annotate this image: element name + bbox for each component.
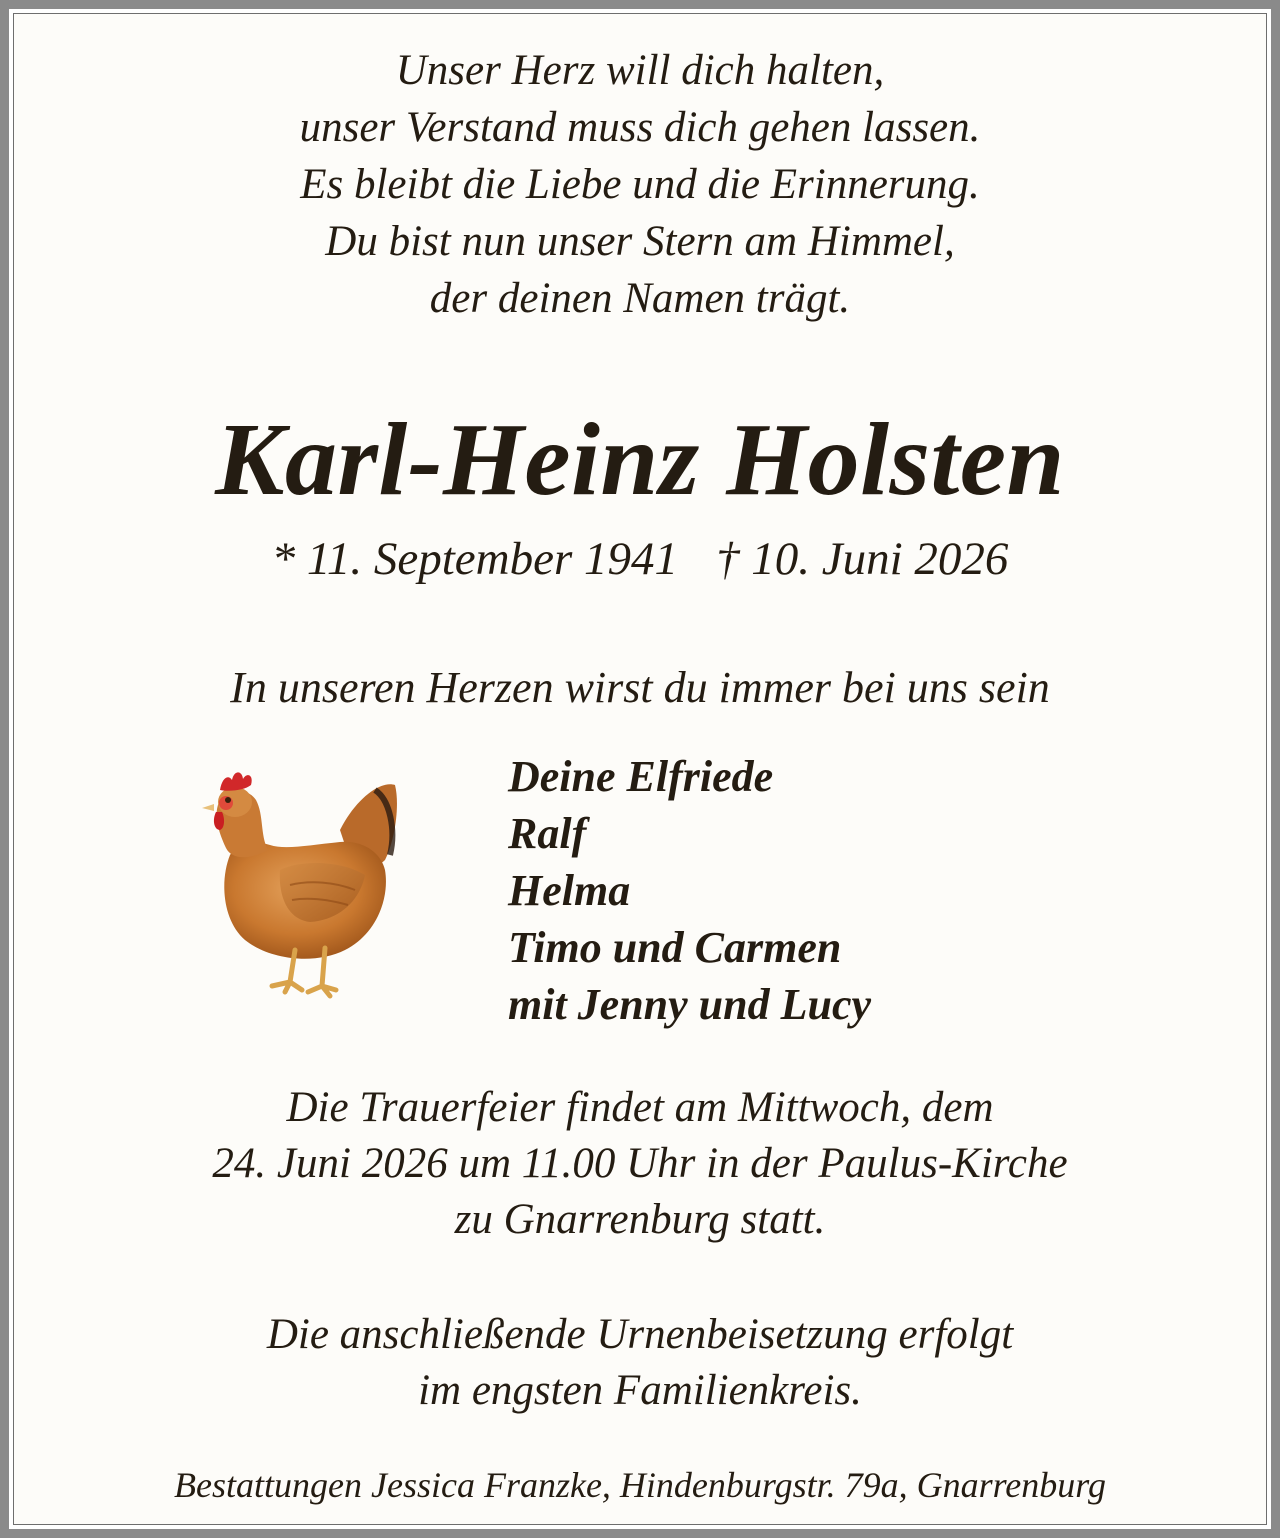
family-line: Timo und Carmen bbox=[508, 923, 842, 972]
family-line: Helma bbox=[508, 866, 631, 915]
poem bbox=[0, 42, 1280, 327]
poem-line: der deinen Namen trägt. bbox=[429, 275, 851, 322]
ceremony-notice bbox=[0, 1080, 1280, 1248]
family-line: Ralf bbox=[508, 809, 587, 858]
poem-line: Es bleibt die Liebe und die Erinnerung. bbox=[300, 161, 980, 208]
life-dates bbox=[0, 530, 1280, 588]
poem-line: Unser Herz will dich halten, bbox=[395, 47, 885, 94]
ceremony-line: 24. Juni 2026 um 11.00 Uhr in der Paulus-Kirche bbox=[212, 1140, 1068, 1187]
ceremony-line: zu Gnarrenburg statt. bbox=[454, 1196, 826, 1243]
deceased-name: Karl-Heinz Holsten bbox=[215, 402, 1065, 517]
family-line: Deine Elfriede bbox=[508, 752, 774, 801]
birth-date: * 11. September 1941 bbox=[271, 533, 678, 585]
ceremony-line: Die Trauerfeier findet am Mittwoch, dem bbox=[286, 1084, 994, 1131]
burial-notice bbox=[0, 1307, 1280, 1419]
burial-line: Die anschließende Urnenbeisetzung erfolgt bbox=[266, 1311, 1014, 1358]
poem-line: unser Verstand muss dich gehen lassen. bbox=[299, 104, 981, 151]
death-date: † 10. Juni 2026 bbox=[715, 533, 1009, 585]
hen-illustration-icon bbox=[190, 760, 410, 1000]
poem-line: Du bist nun unser Stern am Himmel, bbox=[325, 218, 955, 265]
family-line: mit Jenny und Lucy bbox=[508, 980, 872, 1029]
family-signatures bbox=[508, 748, 871, 1033]
undertaker-info: Bestattungen Jessica Franzke, Hindenburgstr. 79a, Gnarrenburg bbox=[174, 1465, 1106, 1505]
burial-line: im engsten Familienkreis. bbox=[418, 1367, 862, 1414]
motto: In unseren Herzen wirst du immer bei uns sein bbox=[230, 663, 1050, 712]
